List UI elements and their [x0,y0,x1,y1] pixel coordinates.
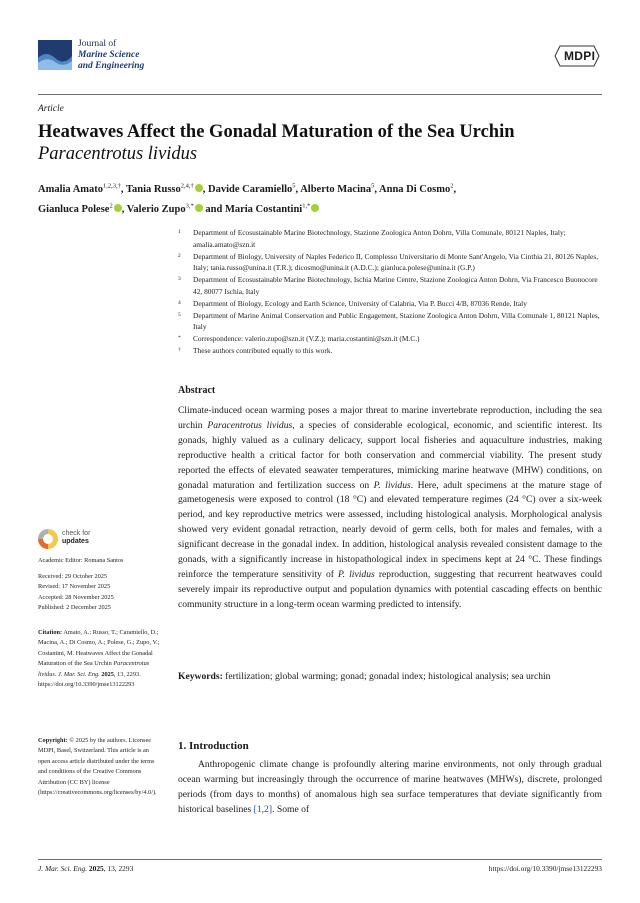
journal-logo-icon [38,40,72,70]
citation-doi[interactable]: https://doi.org/10.3390/jmse13122293 [38,681,135,689]
author-affiliation-marker: 5 [292,182,296,189]
affiliation [178,298,603,310]
author-separator: , [202,183,206,195]
affiliation-text: Department of Ecosustainable Marine Biotechnology, Stazione Zoologica Anton Dohrn, Villa Comunale, 80121 Naples, Italy; amalia.amato@szn.it [193,228,566,249]
editor-info [38,556,162,566]
affiliation [178,274,603,298]
affiliation-text: Department of Marine Animal Conservation and Public Engagement, Stazione Zoologica Anton Dohrn, Villa Comunale 1, 80121 Naples, Italy [193,310,600,332]
academic-editor: Academic Editor: Romana Santos [38,557,124,564]
orcid-icon[interactable] [114,204,122,212]
author-affiliation-marker: 3,* [185,202,194,210]
author-separator: , [121,204,125,215]
citation-label: Citation: [38,629,63,636]
author-separator: , [374,183,377,195]
author [379,184,456,195]
article-type: Article [38,104,64,114]
author-list [38,177,602,218]
affiliation-marker: 1 [178,229,181,235]
author-name: Tania Russo [125,183,181,195]
copyright-block [38,736,162,798]
affiliation-marker: † [178,346,181,353]
author [225,204,319,215]
author-name: Davide Caramiello [208,183,293,195]
affiliation [178,310,603,334]
author [38,184,124,195]
footer-journal: J. Mar. Sci. Eng. [38,864,88,873]
copyright-label: Copyright: [38,737,68,744]
author-name: Maria Costantini [224,204,303,215]
affiliation-text: Department of Biology, University of Naples Federico II, Complesso Universitario di Monte Sant'Angelo, Via Cinthia 21, 80126 Naples, Italy; tania.russo@unina.it (T.R.); dicosmo@unina.it (A.D.C.); gianluca.polese@unina.it (G.P.) [193,251,599,273]
affiliation [178,333,603,345]
keywords-text: fertilization; global warming; gonad; gonadal index; histological analysis; sea urchin [225,671,551,682]
author-separator: , [453,183,457,195]
article-title [38,121,602,165]
revised-date: Revised: 17 November 2025 [38,583,111,591]
abstract-heading: Abstract [178,385,216,396]
title-main: Heatwaves Affect the Gonadal Maturation of the Sea Urchin [38,122,515,142]
citation-vol: , 13, 2293. [113,670,141,678]
author-separator: and [202,204,223,215]
check-updates-line1: check for [62,530,91,537]
affiliation-marker: * [178,335,181,342]
author-affiliation-marker: 2 [450,182,454,189]
affiliation-marker: 5 [178,311,181,318]
intro-text-b: . Some of [272,803,310,815]
affiliation-marker: 2 [178,252,181,259]
affiliation-text: Department of Ecosustainable Marine Biotechnology, Ischia Marine Centre, Stazione Zoologica Anton Dohrn, Via Francesco Buonocore 42, 80077 Ischia, Italy [193,275,598,296]
abstract-species-name: Paracentrotus lividus [207,419,293,431]
footer-volinfo: , 13, 2293 [103,864,134,873]
journal-line3: and Engineering [78,61,145,71]
published-date: Published: 2 December 2025 [38,604,111,612]
affiliation-marker: 4 [178,299,181,306]
affiliation [178,345,603,357]
check-updates-icon [38,529,58,549]
abstract-segment: Climate-induced ocean warming poses a major threat to marine invertebrate reproduction, including the sea urchin [178,405,602,431]
intro-heading: 1. Introduction [178,740,249,752]
author-affiliation-marker: 1,* [302,202,311,210]
footer-doi[interactable]: https://doi.org/10.3390/jmse13122293 [488,864,602,873]
check-updates-line2: updates [62,538,89,545]
citation-italic: Paracentrotus lividus. J. Mar. Sci. Eng. [38,660,150,678]
author-affiliation-marker: 2 [109,202,113,210]
abstract-segment: reproduction, suggesting that recurrent heatwaves could severely impair its reproductive output and population dynamics with potential cascading effects on benthic community structure in a long-term ocean warming predicted to intensify. [178,568,602,610]
author-name: Alberto Macina [300,183,372,195]
author-name: Gianluca Polese [38,204,110,215]
copyright-text: © 2025 by the authors. Licensee MDPI, Basel, Switzerland. This article is an open access article distributed under the terms and conditions of the Creative Commons Attribution (CC BY) license (https://creativecommons.org/licenses/by/4.0/). [38,737,157,797]
author-separator: , [295,183,299,195]
citation-text: Amato, A.; Russo, T.; Caramiello, D.; Macina, A.; Di Cosmo, A.; Polese, G.; Zupo, V.; Costantini, M. Heatwaves Affect the Gonadal Maturation of the Sea Urchin [38,629,160,668]
affiliation-text: Department of Biology, Ecology and Earth Science, University of Calabria, Via P. Bucci 4/B, 87036 Rende, Italy [193,298,527,308]
author-name: Amalia Amato [38,183,104,195]
publisher-name: MDPI [564,49,596,63]
author [208,184,298,195]
citation-block [38,628,162,690]
dates [38,572,162,614]
affiliations [178,227,603,357]
affiliation [178,251,603,275]
keywords [178,670,602,685]
orcid-icon[interactable] [195,184,203,192]
abstract-species-name: P. lividus [373,479,411,491]
affiliation-marker: 3 [178,276,181,283]
check-for-updates-badge[interactable] [38,529,118,551]
abstract-segment: , a species of considerable ecological, economic, and scientific interest. Its gonads, highly valued as a culinary delicacy, support local fisheries and aquaculture industries, making reproductive health a critical factor for both conservation and commercial viability. The present study reported the effects of elevated seawater temperatures, mimicking marine heatwave (MHW) conditions, on gonadal maturation and fertilization success on [178,419,602,491]
author-affiliation-marker: 1,2,3,† [103,182,121,189]
journal-line1: Journal of [78,39,117,49]
author [127,204,223,215]
abstract-text [178,404,602,613]
author-affiliation-marker: 5 [371,182,375,189]
author [126,184,205,195]
title-species: Paracentrotus lividus [38,144,198,164]
author-name: Valerio Zupo [126,204,186,215]
citation-link[interactable]: [1,2] [253,803,273,815]
author-separator: , [120,183,124,195]
citation-year: 2025 [101,670,114,678]
accepted-date: Accepted: 28 November 2025 [38,593,114,601]
received-date: Received: 29 October 2025 [38,573,108,580]
author-affiliation-marker: 2,4,† [180,182,194,189]
journal-line2: Marine Science [78,50,140,60]
header-rule [38,94,602,95]
affiliation-text: Correspondence: valerio.zupo@szn.it (V.Z.); maria.costantini@szn.it (M.C.) [193,334,420,344]
footer-rule [38,859,602,860]
footer-citation [38,864,133,873]
mdpi-logo [554,45,600,67]
orcid-icon[interactable] [311,204,319,212]
affiliation [178,227,603,251]
author [38,204,124,215]
keywords-label: Keywords: [178,671,223,682]
abstract-segment: . Here, adult specimens at the mature stage of gametogenesis were exposed to control (18 °C) and elevated temperature regimes (24 °C) over a six-week period, and key reproductive metrics were assessed, including histological analysis. Morphological analysis showed very evident gonadal retraction, nearly devoid of germ cells, both for males and females, with a significant decrease in the gonadal index. In addition, histological analysis revealed consistent damage to the gonads, with a significantly increase in histopathological index in specimens kept at 24 °C. These findings reinforce the temperature sensitivity of [178,479,602,580]
orcid-icon[interactable] [195,204,203,212]
author-name: Anna Di Cosmo [379,183,451,195]
footer-year: 2025 [88,864,104,873]
intro-text-a: Anthropogenic climate change is profoundly altering marine environments, not only through gradual ocean warming but increasingly through the occurrence of marine heatwaves (MHWs), discrete, prolonged periods (from days to months) of anomalous high sea surface temperatures that deviate significantly from historical baselines [178,759,602,815]
abstract-species-name: P. lividus [338,568,375,580]
affiliation-text: These authors contributed equally to this work. [193,345,333,355]
author [300,184,377,195]
intro-text [178,758,602,818]
journal-name [78,39,144,72]
